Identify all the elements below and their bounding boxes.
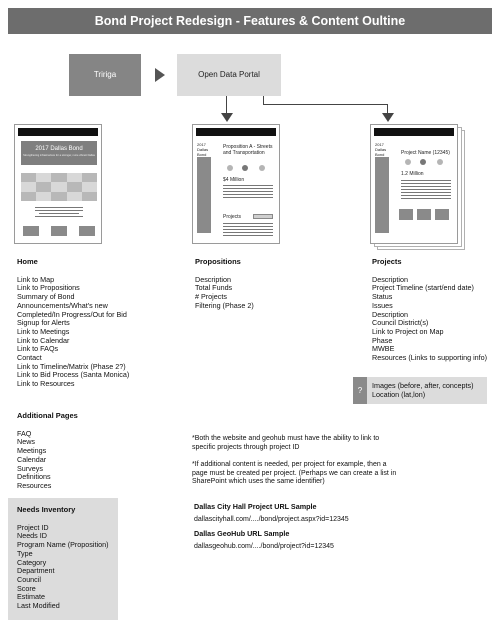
list-item: Link to Project on Map — [372, 326, 444, 336]
list-item: Meetings — [17, 446, 47, 456]
carousel-dot — [405, 159, 411, 165]
text-line — [35, 216, 83, 217]
list-item: Last Modified — [17, 601, 60, 611]
carousel-dot — [227, 165, 233, 171]
list-item: Total Funds — [195, 283, 233, 293]
home-button — [79, 226, 95, 236]
list-item: FAQ — [17, 428, 32, 438]
open-data-portal-box: Open Data Portal — [177, 54, 281, 96]
text-line — [39, 213, 79, 214]
projects-heading: Projects — [372, 257, 402, 266]
home-tile-grid — [21, 173, 97, 201]
home-button — [51, 226, 67, 236]
carousel-dot — [437, 159, 443, 165]
text-line — [35, 207, 83, 208]
text-line — [223, 235, 273, 236]
image-thumbnail — [399, 209, 413, 220]
propositions-wireframe — [192, 124, 280, 244]
city-url: dallascityhall.com/..../bond/project.aspx?id=12345 — [194, 516, 349, 523]
connector-arrow-icon — [221, 113, 233, 122]
wireframe-header-bar — [374, 128, 454, 136]
list-item: Link to Calendar — [17, 335, 70, 345]
text-line — [223, 197, 273, 198]
list-item: Project ID — [17, 522, 49, 532]
list-item: News — [17, 437, 35, 447]
list-item: Completed/In Progress/Out for Bid — [17, 309, 127, 319]
home-button — [23, 226, 39, 236]
list-item: Images (before, after, concepts) — [372, 381, 474, 390]
text-line — [223, 232, 273, 233]
tririga-box: Tririga — [69, 54, 141, 96]
projects-label: Projects — [223, 214, 242, 220]
list-item: Filtering (Phase 2) — [195, 300, 254, 310]
image-thumbnail — [417, 209, 431, 220]
text-line — [401, 186, 451, 187]
text-line — [401, 180, 451, 181]
sidebar-block — [197, 157, 211, 233]
project-amount: 1.2 Million — [401, 171, 424, 177]
additional-pages-heading: Additional Pages — [17, 411, 78, 420]
list-item: Estimate — [17, 592, 45, 602]
projects-list — [372, 276, 497, 363]
project-heading: Project Name (12345) — [401, 150, 450, 156]
page-title: Bond Project Redesign - Features & Content Oultine — [8, 8, 492, 34]
list-item: Category — [17, 557, 47, 567]
text-line — [223, 191, 273, 192]
text-line — [223, 188, 273, 189]
list-item: Link to Map — [17, 274, 55, 284]
geohub-url-heading: Dallas GeoHub URL Sample — [194, 529, 290, 538]
list-item: Link to Resources — [17, 379, 75, 389]
text-line — [35, 210, 83, 211]
list-item: Summary of Bond — [17, 292, 75, 302]
wireframe-header-bar — [18, 128, 98, 136]
carousel-dot — [259, 165, 265, 171]
wireframe-header-bar — [196, 128, 276, 136]
list-item: Description — [195, 274, 231, 284]
banner-title: 2017 Dallas Bond — [35, 146, 83, 152]
note-geohub-linking: *Both the website and geohub must have the ability to link to specific projects through project ID — [192, 435, 380, 451]
carousel-dot — [242, 165, 248, 171]
list-item: Type — [17, 548, 33, 558]
list-item: MWBE — [372, 344, 395, 354]
list-item: Link to Timeline/Matrix (Phase 2?) — [17, 361, 126, 371]
text-line — [223, 229, 273, 230]
filter-dropdown — [253, 214, 273, 219]
list-item: Link to Propositions — [17, 283, 80, 293]
list-item: Resources (Links to supporting info) — [372, 353, 488, 363]
text-line — [401, 195, 451, 196]
wireframe-logo: 2017 Dallas Bond — [197, 142, 209, 157]
list-item: Link to Bid Process (Santa Monica) — [17, 370, 130, 380]
text-line — [223, 185, 273, 186]
home-list — [17, 276, 177, 389]
list-item: Announcements/What's new — [17, 300, 108, 310]
image-thumbnail — [435, 209, 449, 220]
home-wireframe — [14, 124, 102, 244]
list-item: Description — [372, 309, 408, 319]
connector-line — [226, 96, 227, 114]
list-item: Needs ID — [17, 531, 47, 541]
text-line — [223, 194, 273, 195]
list-item: Phase — [372, 335, 393, 345]
list-item: Description — [372, 274, 408, 284]
city-url-heading: Dallas City Hall Project URL Sample — [194, 502, 317, 511]
needs-inventory-heading: Needs Inventory — [17, 505, 76, 514]
connector-line — [263, 104, 388, 105]
note-additional-content: *If additional content is needed, per project for example, then a page must be created per project. (Perhaps we can create a list in SharePoint which uses the same identifier) — [192, 461, 397, 485]
proposition-heading: Proposition A - Streets and Transportation — [223, 144, 273, 156]
list-item: Council — [17, 574, 41, 584]
text-line — [223, 223, 273, 224]
home-column — [17, 258, 177, 389]
flow-arrow-icon — [155, 68, 165, 82]
list-item: Project Timeline (start/end date) — [372, 283, 474, 293]
home-banner — [21, 141, 97, 165]
text-line — [401, 189, 451, 190]
list-item: Score — [17, 583, 36, 593]
geohub-url: dallasgeohub.com/..../bond/project?id=12345 — [194, 543, 334, 550]
banner-subtitle: Strengthening infrastructure for a stronger, more vibrant Dallas — [23, 154, 95, 157]
list-item: Department — [17, 566, 55, 576]
list-item: Surveys — [17, 463, 43, 473]
projects-column — [372, 258, 497, 363]
needs-inventory-column — [17, 506, 117, 611]
list-item: Status — [372, 292, 393, 302]
projects-extra-list — [372, 382, 487, 399]
list-item: Issues — [372, 300, 393, 310]
propositions-list — [195, 276, 355, 311]
list-item: Link to FAQs — [17, 344, 59, 354]
list-item: Signup for Alerts — [17, 318, 70, 328]
additional-pages-list — [17, 430, 177, 491]
wireframe-logo: 2017 Dallas Bond — [375, 142, 387, 157]
sidebar-block — [375, 157, 389, 233]
home-heading: Home — [17, 257, 38, 266]
connector-arrow-icon — [382, 113, 394, 122]
text-line — [401, 192, 451, 193]
list-item: Location (lat,lon) — [372, 389, 426, 399]
propositions-column — [195, 258, 355, 311]
additional-pages-column — [17, 412, 177, 491]
list-item: Link to Meetings — [17, 326, 70, 336]
propositions-heading: Propositions — [195, 257, 241, 266]
projects-wireframe — [370, 124, 458, 244]
text-line — [401, 183, 451, 184]
list-item: Council District(s) — [372, 318, 429, 328]
list-item: Program Name (Proposition) — [17, 540, 109, 550]
text-line — [223, 226, 273, 227]
list-item: Resources — [17, 480, 52, 490]
list-item: # Projects — [195, 292, 227, 302]
list-item: Definitions — [17, 472, 51, 482]
text-line — [401, 198, 451, 199]
proposition-amount: $4 Million — [223, 177, 245, 183]
list-item: Contact — [17, 353, 42, 363]
needs-inventory-list — [17, 524, 117, 611]
carousel-dot — [420, 159, 426, 165]
list-item: Calendar — [17, 454, 47, 464]
question-badge: ? — [353, 377, 367, 404]
